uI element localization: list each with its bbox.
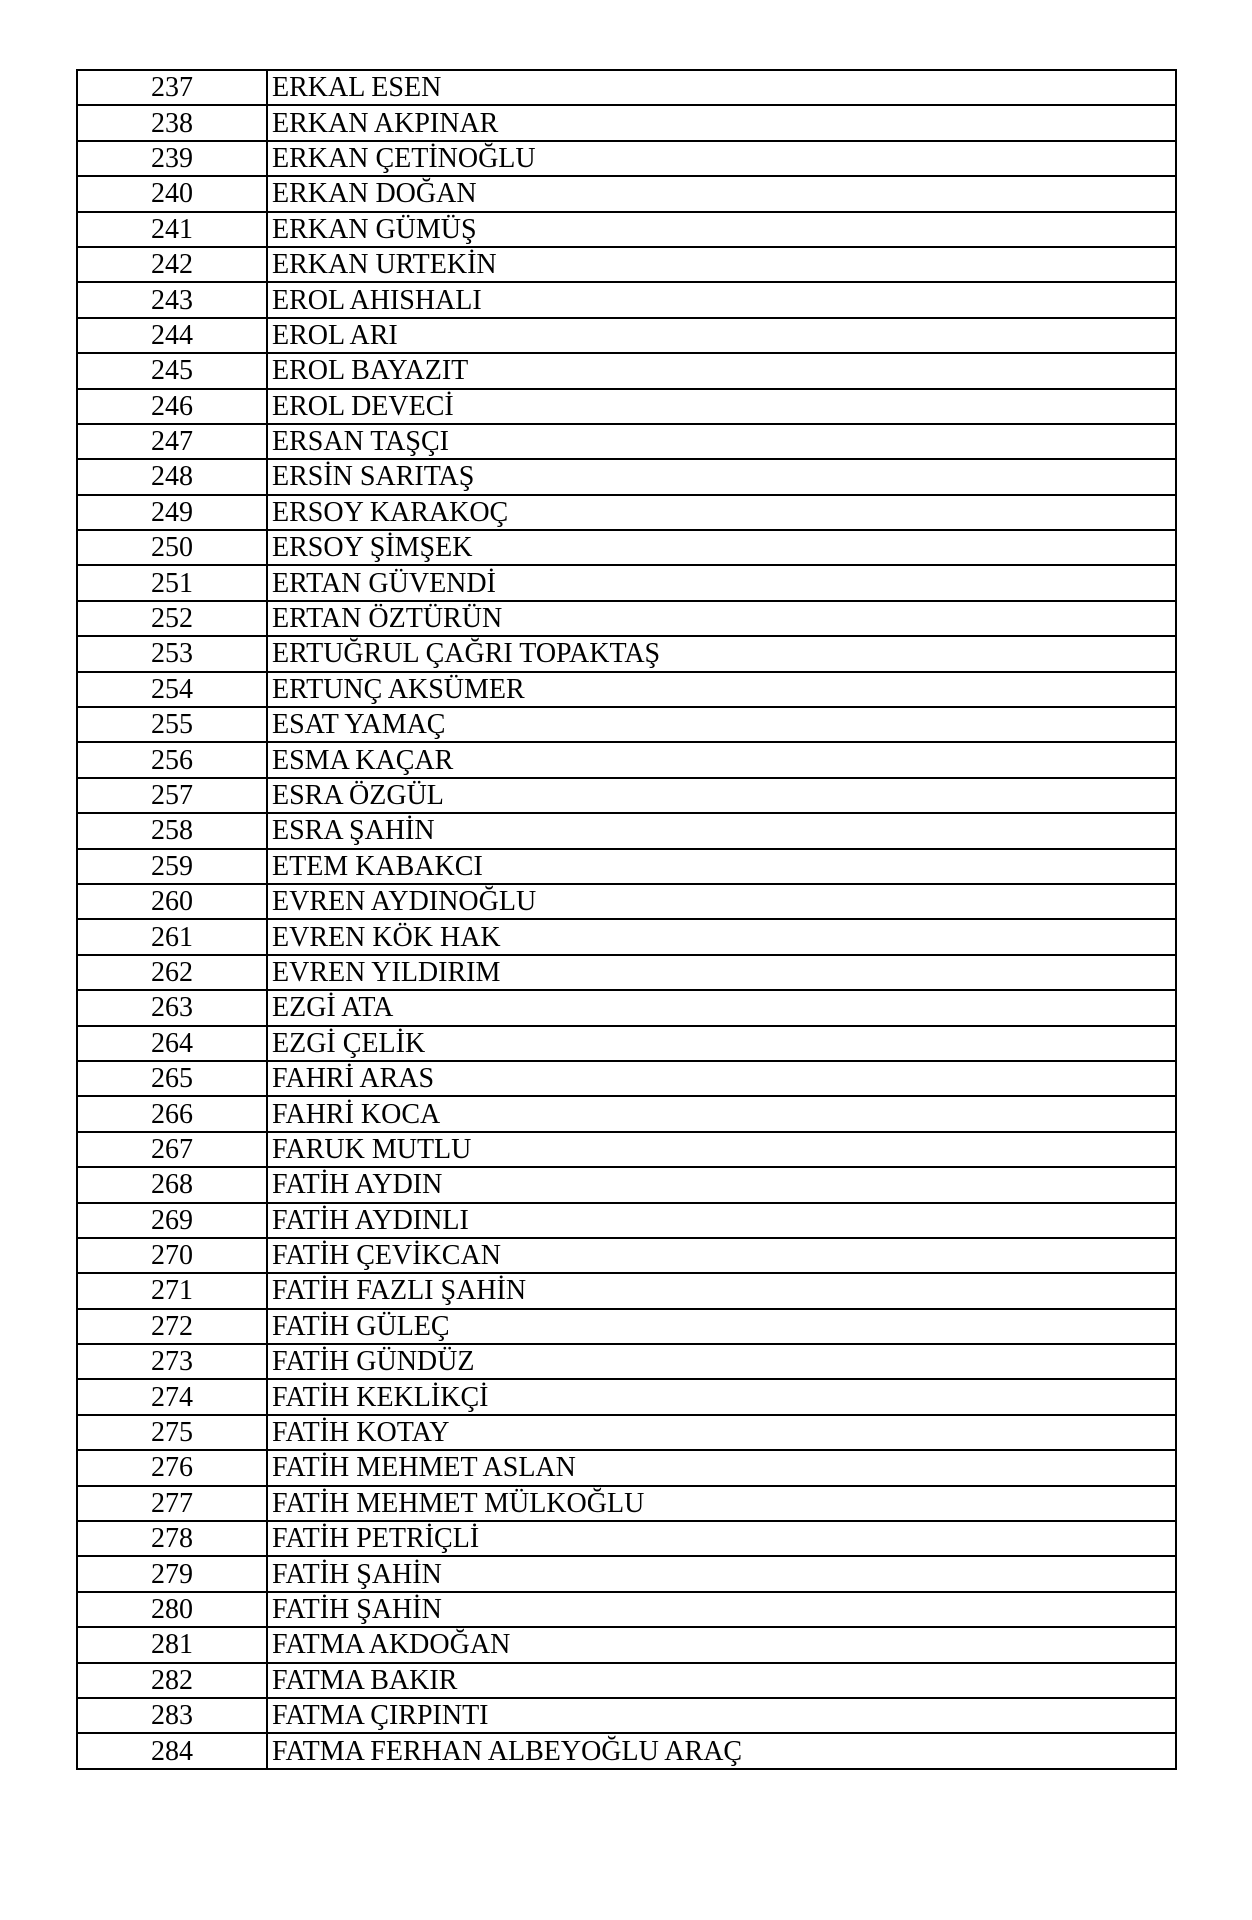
table-row xyxy=(77,778,1176,813)
person-name: ESRA ÖZGÜL xyxy=(267,778,1176,813)
person-name: ERTUĞRUL ÇAĞRI TOPAKTAŞ xyxy=(267,636,1176,671)
person-name: FATİH PETRİÇLİ xyxy=(267,1521,1176,1556)
row-number: 261 xyxy=(77,919,267,954)
row-number: 280 xyxy=(77,1592,267,1627)
table-row xyxy=(77,1238,1176,1273)
person-name: FATİH ÇEVİKCAN xyxy=(267,1238,1176,1273)
person-name: FARUK MUTLU xyxy=(267,1132,1176,1167)
row-number: 239 xyxy=(77,141,267,176)
table-row xyxy=(77,1486,1176,1521)
person-name: FATİH ŞAHİN xyxy=(267,1556,1176,1591)
table-row xyxy=(77,495,1176,530)
table-row xyxy=(77,1733,1176,1768)
table-row xyxy=(77,353,1176,388)
person-name: ERKAN ÇETİNOĞLU xyxy=(267,141,1176,176)
row-number: 241 xyxy=(77,212,267,247)
table-row xyxy=(77,105,1176,140)
person-name: ERSİN SARITAŞ xyxy=(267,459,1176,494)
name-list-table xyxy=(76,69,1177,1770)
table-row xyxy=(77,955,1176,990)
person-name: FATİH ŞAHİN xyxy=(267,1592,1176,1627)
table-row xyxy=(77,919,1176,954)
person-name: EROL AHISHALI xyxy=(267,282,1176,317)
table-row xyxy=(77,884,1176,919)
row-number: 277 xyxy=(77,1486,267,1521)
person-name: FATİH MEHMET ASLAN xyxy=(267,1450,1176,1485)
row-number: 284 xyxy=(77,1733,267,1768)
table-row xyxy=(77,1415,1176,1450)
row-number: 282 xyxy=(77,1663,267,1698)
row-number: 249 xyxy=(77,495,267,530)
row-number: 259 xyxy=(77,849,267,884)
table-row xyxy=(77,212,1176,247)
row-number: 263 xyxy=(77,990,267,1025)
table-row xyxy=(77,1698,1176,1733)
person-name: ERSOY ŞİMŞEK xyxy=(267,530,1176,565)
person-name: EZGİ ÇELİK xyxy=(267,1026,1176,1061)
row-number: 251 xyxy=(77,565,267,600)
row-number: 274 xyxy=(77,1379,267,1414)
row-number: 281 xyxy=(77,1627,267,1662)
table-row xyxy=(77,1592,1176,1627)
table-row xyxy=(77,247,1176,282)
person-name: EROL BAYAZIT xyxy=(267,353,1176,388)
person-name: FATMA AKDOĞAN xyxy=(267,1627,1176,1662)
person-name: EVREN KÖK HAK xyxy=(267,919,1176,954)
table-row xyxy=(77,1273,1176,1308)
person-name: ERTAN ÖZTÜRÜN xyxy=(267,601,1176,636)
table-row xyxy=(77,636,1176,671)
row-number: 248 xyxy=(77,459,267,494)
row-number: 242 xyxy=(77,247,267,282)
row-number: 276 xyxy=(77,1450,267,1485)
person-name: ERSOY KARAKOÇ xyxy=(267,495,1176,530)
row-number: 283 xyxy=(77,1698,267,1733)
table-row xyxy=(77,1096,1176,1131)
table-row xyxy=(77,318,1176,353)
table-row xyxy=(77,742,1176,777)
table-row xyxy=(77,1167,1176,1202)
table-row xyxy=(77,141,1176,176)
person-name: ESAT YAMAÇ xyxy=(267,707,1176,742)
table-row xyxy=(77,1061,1176,1096)
table-row xyxy=(77,1379,1176,1414)
row-number: 265 xyxy=(77,1061,267,1096)
row-number: 243 xyxy=(77,282,267,317)
person-name: ERKAL ESEN xyxy=(267,70,1176,105)
person-name: FATİH AYDIN xyxy=(267,1167,1176,1202)
person-name: EROL ARI xyxy=(267,318,1176,353)
row-number: 269 xyxy=(77,1203,267,1238)
person-name: FATİH GÜLEÇ xyxy=(267,1309,1176,1344)
person-name: ERTAN GÜVENDİ xyxy=(267,565,1176,600)
person-name: ERKAN URTEKİN xyxy=(267,247,1176,282)
table-row xyxy=(77,1450,1176,1485)
table-row xyxy=(77,1521,1176,1556)
row-number: 244 xyxy=(77,318,267,353)
table-row xyxy=(77,389,1176,424)
row-number: 238 xyxy=(77,105,267,140)
person-name: ETEM KABAKCI xyxy=(267,849,1176,884)
person-name: EZGİ ATA xyxy=(267,990,1176,1025)
table-row xyxy=(77,459,1176,494)
person-name: ERKAN GÜMÜŞ xyxy=(267,212,1176,247)
row-number: 267 xyxy=(77,1132,267,1167)
row-number: 245 xyxy=(77,353,267,388)
table-row xyxy=(77,849,1176,884)
row-number: 264 xyxy=(77,1026,267,1061)
name-list-body xyxy=(77,70,1176,1769)
table-row xyxy=(77,1663,1176,1698)
person-name: FATMA BAKIR xyxy=(267,1663,1176,1698)
table-row xyxy=(77,1026,1176,1061)
row-number: 268 xyxy=(77,1167,267,1202)
person-name: EROL DEVECİ xyxy=(267,389,1176,424)
table-row xyxy=(77,530,1176,565)
person-name: FAHRİ KOCA xyxy=(267,1096,1176,1131)
row-number: 240 xyxy=(77,176,267,211)
row-number: 266 xyxy=(77,1096,267,1131)
person-name: FATMA FERHAN ALBEYOĞLU ARAÇ xyxy=(267,1733,1176,1768)
table-row xyxy=(77,70,1176,105)
table-row xyxy=(77,672,1176,707)
table-row xyxy=(77,1344,1176,1379)
table-row xyxy=(77,1309,1176,1344)
table-row xyxy=(77,1556,1176,1591)
row-number: 247 xyxy=(77,424,267,459)
table-row xyxy=(77,424,1176,459)
table-row xyxy=(77,282,1176,317)
row-number: 260 xyxy=(77,884,267,919)
table-row xyxy=(77,601,1176,636)
person-name: ESMA KAÇAR xyxy=(267,742,1176,777)
row-number: 275 xyxy=(77,1415,267,1450)
table-row xyxy=(77,1132,1176,1167)
person-name: FATİH AYDINLI xyxy=(267,1203,1176,1238)
table-row xyxy=(77,813,1176,848)
row-number: 254 xyxy=(77,672,267,707)
row-number: 256 xyxy=(77,742,267,777)
person-name: ERSAN TAŞÇI xyxy=(267,424,1176,459)
person-name: EVREN YILDIRIM xyxy=(267,955,1176,990)
table-row xyxy=(77,565,1176,600)
person-name: ERKAN DOĞAN xyxy=(267,176,1176,211)
table-row xyxy=(77,176,1176,211)
row-number: 250 xyxy=(77,530,267,565)
table-row xyxy=(77,1627,1176,1662)
row-number: 255 xyxy=(77,707,267,742)
row-number: 252 xyxy=(77,601,267,636)
row-number: 246 xyxy=(77,389,267,424)
person-name: ESRA ŞAHİN xyxy=(267,813,1176,848)
person-name: FATİH MEHMET MÜLKOĞLU xyxy=(267,1486,1176,1521)
person-name: FATİH KEKLİKÇİ xyxy=(267,1379,1176,1414)
row-number: 257 xyxy=(77,778,267,813)
row-number: 237 xyxy=(77,70,267,105)
person-name: FAHRİ ARAS xyxy=(267,1061,1176,1096)
row-number: 270 xyxy=(77,1238,267,1273)
row-number: 271 xyxy=(77,1273,267,1308)
person-name: FATİH FAZLI ŞAHİN xyxy=(267,1273,1176,1308)
table-row xyxy=(77,990,1176,1025)
person-name: FATİH KOTAY xyxy=(267,1415,1176,1450)
person-name: FATİH GÜNDÜZ xyxy=(267,1344,1176,1379)
table-row xyxy=(77,1203,1176,1238)
person-name: ERKAN AKPINAR xyxy=(267,105,1176,140)
person-name: EVREN AYDINOĞLU xyxy=(267,884,1176,919)
person-name: FATMA ÇIRPINTI xyxy=(267,1698,1176,1733)
row-number: 279 xyxy=(77,1556,267,1591)
row-number: 272 xyxy=(77,1309,267,1344)
row-number: 278 xyxy=(77,1521,267,1556)
row-number: 273 xyxy=(77,1344,267,1379)
row-number: 253 xyxy=(77,636,267,671)
table-row xyxy=(77,707,1176,742)
row-number: 258 xyxy=(77,813,267,848)
row-number: 262 xyxy=(77,955,267,990)
person-name: ERTUNÇ AKSÜMER xyxy=(267,672,1176,707)
